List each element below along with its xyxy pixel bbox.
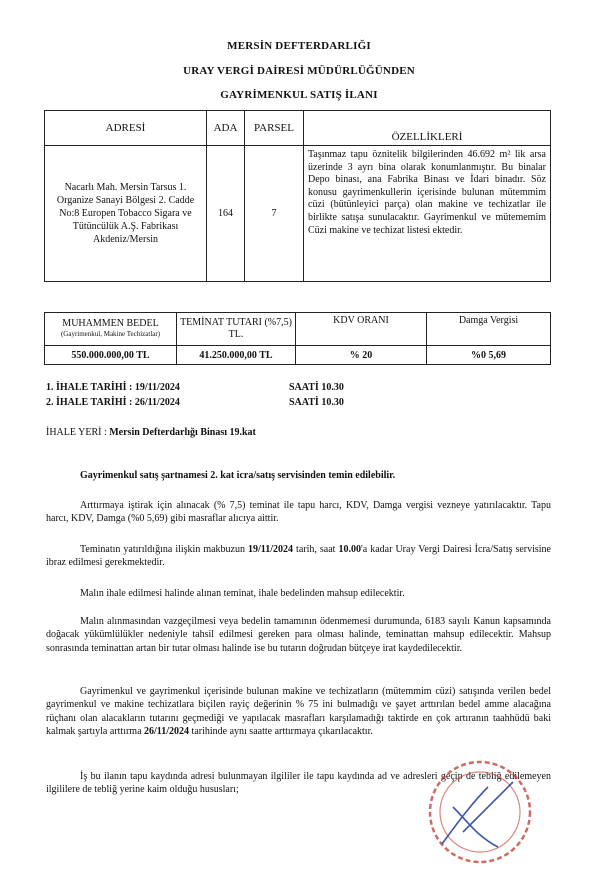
cell-features: Taşınmaz tapu öznitelik bilgilerinden 46.692 m² lik arsa üzerinde 3 ayrı bina olarak konumlanmıştır. Bu binalar Depo binası, ana Fabrika Binası ve İdari binadır. Söz konusu gayrimenkullerin içerisinde bulunan mütemmim cüzi (bütünleyici parça) olan makine ve techizatlar ile birlikte satışa sunulacaktır. Gayrimenkul ve mütememim Cüzi makine ve techizat listesi ektedir. (304, 146, 551, 282)
value-damga: %0 5,69 (427, 346, 551, 365)
paragraph-offset: Malın ihale edilmesi halinde alınan teminat, ihale bedelinden mahsup edilecektir. (80, 588, 405, 599)
property-table (44, 110, 551, 282)
header-kdv: KDV ORANI (296, 313, 427, 346)
auction-place-label: İHALE YERİ : (46, 427, 107, 438)
header-line-1: MERSİN DEFTERDARLIĞI (227, 40, 371, 52)
header-features: ÖZELLİKLERİ (304, 111, 551, 146)
cell-parsel: 7 (245, 146, 304, 282)
table-row (45, 146, 551, 282)
auction-time-1: SAATİ 10.30 (289, 382, 344, 393)
auction-time-2: SAATİ 10.30 (289, 397, 344, 408)
value-teminat: 41.250.000,00 TL (177, 346, 296, 365)
paragraph-specification: Gayrimenkul satış şartnamesi 2. kat icra/satış servisinden temin edilebilir. (80, 470, 396, 481)
auction-date-1: 1. İHALE TARİHİ : 19/11/2024 (46, 382, 180, 393)
auction-date-2: 2. İHALE TARİHİ : 26/11/2024 (46, 397, 180, 408)
price-table (44, 312, 551, 365)
header-muhammen (45, 313, 177, 346)
value-kdv: % 20 (296, 346, 427, 365)
header-parsel: PARSEL (245, 111, 304, 146)
paragraph-receipt: Teminatın yatırıldığına ilişkin makbuzun 19/11/2024 tarih, saat 10.00'a kadar Uray Vergi Dairesi İcra/Satış servisine ibraz edilmesi gerekmektedir. (46, 544, 552, 569)
cell-ada: 164 (207, 146, 245, 282)
paragraph-withdrawal: Malın alınmasından vazgeçilmesi veya bedelin tamamının ödenmemesi durumunda, 6183 sayılı Kanun kapsamında doğacak yükümlülükler nedeniyle tahsil edilmesi gereken para olması halinde, teminattan mahsup edilecektir. Mahsup sonrasında teminattan artan bir tutar olması halinde ise bu tutarın doğrudan bütçeye irat kaydedilecektir. (46, 616, 551, 654)
table-row (45, 346, 551, 365)
paragraph-deposit: Arttırmaya iştirak için alınacak (% 7,5) teminat ile tapu harcı, KDV, Damga vergisi vezneye yatırılacaktır. Tapu harcı, KDV, Damga (%0 5,69) gibi masraflar alıcıya aittir. (46, 500, 551, 525)
muhammen-label: MUHAMMEN BEDEL (62, 318, 159, 329)
signature-mark (442, 782, 513, 847)
paragraph-second-auction: Gayrimenkul ve gayrimenkul içerisinde bulunan makine ve techizatların (mütemmim cüzi) satışında verilen bedel gayrimenkul ve makine techizatlara biçilen rayiç değerinin % 75 ini bulmadığı ve şayet arttırılan bedel amme alacağına rüçhanı olan alacakların tutarını geçmediği ve yapılacak masrafları karşılamadığı taktirde en çok artıranın taahhüdü baki kalmak şartıyla arttırma 26/11/2024 tarihinde aynı saatte arttırmaya çıkarılacaktır. (46, 686, 551, 738)
auction-place (46, 427, 256, 438)
header-ada: ADA (207, 111, 245, 146)
value-muhammen: 550.000.000,00 TL (45, 346, 177, 365)
paragraph-notification: İş bu ilanın tapu kaydında adresi bulunmayan ilgililer ile tapu kaydında ad ve adresleri geçip de tebliğ edilemeyen ilgililere de tebliğ yerine kaim olduğu hususları; (46, 771, 551, 796)
official-stamp (418, 752, 538, 872)
cell-address: Nacarlı Mah. Mersin Tarsus 1. Organize Sanayi Bölgesi 2. Cadde No:8 Europen Tobacco Sigara ve Tütüncülük A.Ş. Fabrikası Akdeniz/Mersin (45, 146, 207, 282)
auction-place-value: Mersin Defterdarlığı Binası 19.kat (109, 427, 256, 438)
header-title: GAYRİMENKUL SATIŞ İLANI (220, 89, 378, 101)
header-teminat: TEMİNAT TUTARI (%7,5) TL. (177, 313, 296, 346)
header-line-2: URAY VERGİ DAİRESİ MÜDÜRLÜĞÜNDEN (183, 65, 415, 77)
header-damga: Damga Vergisi (427, 313, 551, 346)
muhammen-sublabel: (Gayrimenkul, Makine Techizatlar) (60, 330, 161, 338)
header-address: ADRESİ (45, 111, 207, 146)
